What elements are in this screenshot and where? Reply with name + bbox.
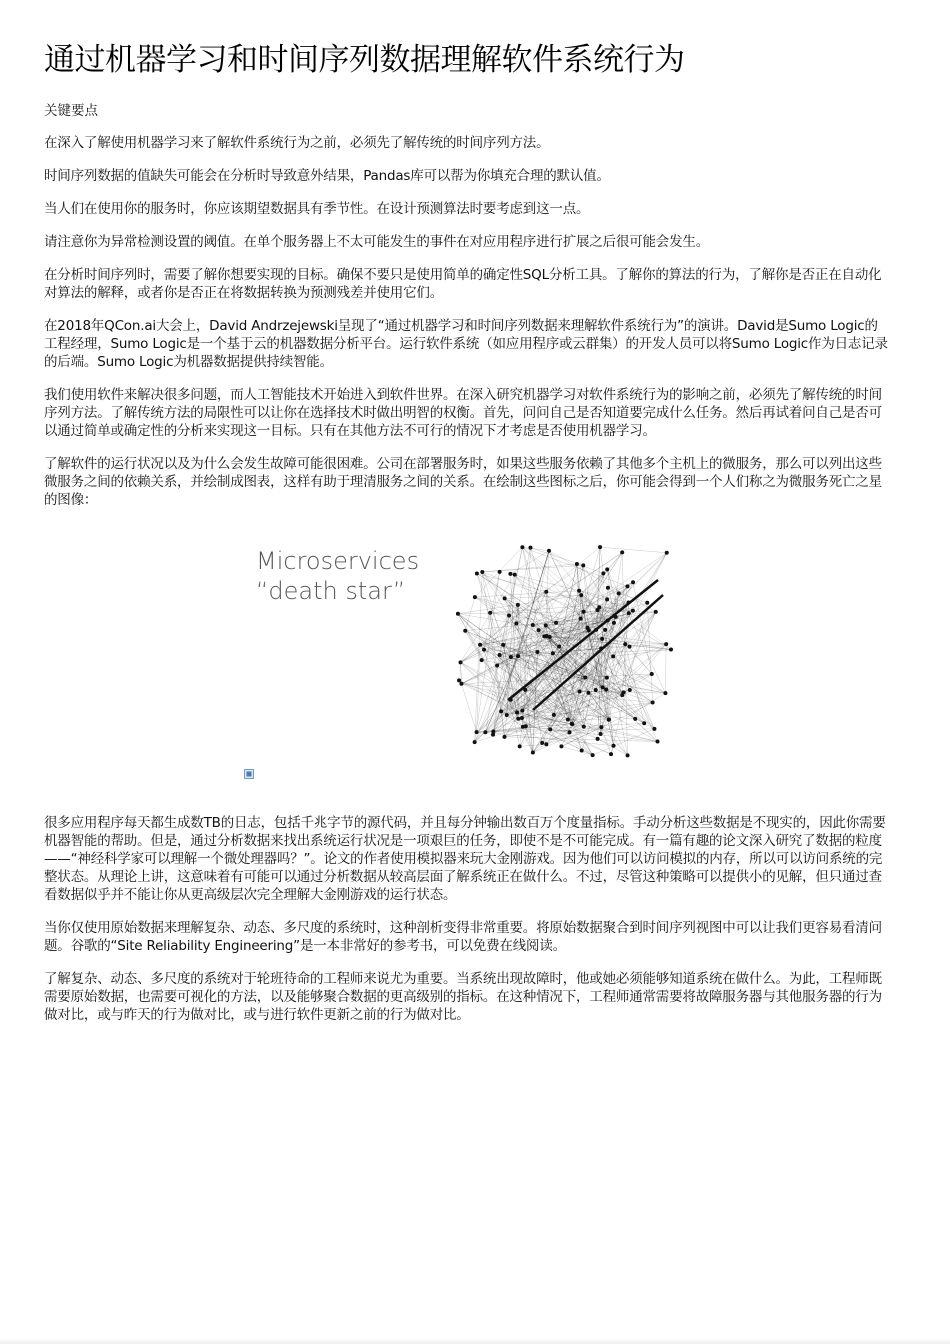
graph-node	[654, 610, 658, 614]
graph-node	[531, 623, 535, 627]
graph-node	[606, 586, 610, 590]
graph-node	[516, 654, 520, 658]
graph-node	[482, 648, 486, 652]
body-paragraph: 了解软件的运行状况以及为什么会发生故障可能很困难。公司在部署服务时，如果这些服务依赖了其他多个主机上的微服务，那么可以列出这些微服务之间的依赖关系，并绘制成图表，这样有助于理清服务之间的关系。在绘制这些图标之后，你可能会得到一个人们称之为微服务死亡之星的图像：	[44, 456, 882, 508]
graph-node	[524, 724, 528, 728]
graph-node	[664, 642, 668, 646]
graph-node	[495, 663, 499, 667]
graph-node	[535, 650, 539, 654]
graph-node	[568, 730, 572, 734]
graph-node	[656, 740, 660, 744]
graph-node	[473, 595, 477, 599]
graph-edges	[458, 547, 671, 755]
graph-node	[597, 605, 601, 609]
graph-node	[669, 647, 673, 651]
body-paragraph: 我们使用软件来解决很多问题，而人工智能技术开始进入到软件世界。在深入研究机器学习对软件系统行为的影响之前，必须先了解传统的时间序列方法。了解传统方法的局限性可以让你在选择技术时做出明智的权衡。首先，问问自己是否知道要完成什么任务。然后再试着问自己是否可以通过简单或确定性的分析来实现这一目标。只有在其他方法不可行的情况下才考虑是否使用机器学习。	[44, 387, 882, 439]
graph-node	[503, 596, 507, 600]
graph-node	[457, 678, 461, 682]
graph-node	[516, 717, 520, 721]
graph-node	[499, 709, 503, 713]
graph-node	[583, 675, 587, 679]
graph-node	[475, 730, 479, 734]
graph-node	[509, 698, 513, 702]
page-bottom-shadow	[0, 1338, 950, 1344]
graph-node	[578, 690, 582, 694]
graph-node	[579, 617, 583, 621]
death-star-figure	[44, 524, 890, 794]
graph-node	[606, 618, 610, 622]
graph-node	[488, 611, 492, 615]
graph-node	[475, 571, 479, 575]
graph-node	[544, 742, 548, 746]
graph-node	[570, 722, 574, 726]
graph-node	[645, 601, 649, 605]
graph-node	[605, 676, 609, 680]
graph-node	[579, 593, 583, 597]
graph-node	[665, 551, 669, 555]
graph-node	[498, 653, 502, 657]
graph-node	[596, 737, 600, 741]
graph-node	[505, 713, 509, 717]
graph-node	[617, 591, 621, 595]
graph-node	[518, 744, 522, 748]
graph-edge	[600, 547, 667, 553]
key-point: 在分析时间序列时，需要了解你想要实现的目标。确保不要只是使用简单的确定性SQL分析工具。了解你的算法的行为，了解你是否正在自动化对算法的解释，或者你是否正在将数据转换为预测残差并使用它们。	[44, 267, 882, 301]
figure-title-line1: Microservices	[256, 547, 420, 575]
graph-node	[642, 721, 646, 725]
graph-node	[520, 716, 524, 720]
graph-node	[599, 647, 603, 651]
microservices-graph	[448, 540, 680, 762]
graph-node	[559, 744, 563, 748]
graph-node	[611, 654, 615, 658]
graph-node	[473, 740, 477, 744]
graph-node	[508, 572, 512, 576]
graph-node	[614, 615, 618, 619]
graph-node	[516, 603, 520, 607]
figure-title-line2: “death star”	[256, 577, 406, 605]
graph-node	[627, 601, 631, 605]
graph-node	[544, 623, 548, 627]
graph-node	[607, 718, 611, 722]
graph-node	[631, 580, 635, 584]
image-placeholder-icon[interactable]	[244, 769, 254, 779]
graph-node	[566, 717, 570, 721]
graph-node	[650, 672, 654, 676]
graph-node	[458, 660, 462, 664]
graph-node	[601, 685, 605, 689]
graph-edge	[484, 572, 500, 650]
graph-node	[652, 727, 656, 731]
graph-node	[463, 629, 467, 633]
graph-node	[478, 643, 482, 647]
graph-node	[598, 545, 602, 549]
graph-node	[594, 628, 598, 632]
graph-node	[540, 741, 544, 745]
graph-node	[626, 753, 630, 757]
graph-node	[582, 610, 586, 614]
graph-node	[498, 570, 502, 574]
graph-node	[651, 700, 655, 704]
graph-node	[625, 584, 629, 588]
graph-node	[456, 612, 460, 616]
graph-node	[628, 688, 632, 692]
body-paragraph: 了解复杂、动态、多尺度的系统对于轮班待命的工程师来说尤为重要。当系统出现故障时，他或她必须能够知道系统在做什么。为此，工程师既需要原始数据，也需要可视化的方法，以及能够聚合数据的更高级别的指标。在这种情况下，工程师通常需要将故障服务器与其他服务器的行为做对比，或与昨天的行为做对比，或与进行软件更新之前的行为做对比。	[44, 971, 882, 1023]
graph-node	[509, 655, 513, 659]
key-point: 当人们在使用你的服务时，你应该期望数据具有季节性。在设计预测算法时要考虑到这一点。	[44, 201, 590, 217]
key-point: 在深入了解使用机器学习来了解软件系统行为之前，必须先了解传统的时间序列方法。	[44, 135, 550, 151]
graph-node	[514, 621, 518, 625]
graph-node	[604, 688, 608, 692]
graph-node	[502, 735, 506, 739]
graph-node	[548, 635, 552, 639]
graph-node	[575, 562, 579, 566]
graph-edge	[461, 684, 476, 732]
graph-node	[501, 643, 505, 647]
graph-node	[537, 628, 541, 632]
body-paragraph: 在2018年QCon.ai大会上，David Andrzejewski呈现了“通过机器学习和时间序列数据来理解软件系统行为”的演讲。David是Sumo Logic的工程经理，Sumo Logic是一个基于云的机器数据分析平台。运行软件系统（如应用程序或云群集）的开发人员可以将Sumo Logic作为日志记录的后端。Sumo Logic为机器数据提供持续智能。	[44, 318, 888, 370]
graph-node	[581, 563, 585, 567]
graph-edge	[633, 582, 652, 674]
graph-node	[622, 690, 626, 694]
graph-node	[491, 733, 495, 737]
graph-node	[612, 621, 616, 625]
graph-node	[631, 609, 635, 613]
body-paragraph: 当你仅使用原始数据来理解复杂、动态、多尺度的系统时，这种剖析变得非常重要。将原始数据聚合到时间序列视图中可以让我们更容易看清问题。谷歌的“Site Reliability Engineering”是一本非常好的参考书，可以免费在线阅读。	[44, 920, 882, 954]
graph-node	[591, 753, 595, 757]
graph-node	[520, 708, 524, 712]
graph-node	[542, 634, 546, 638]
graph-node	[600, 637, 604, 641]
graph-node	[582, 725, 586, 729]
graph-node	[459, 682, 463, 686]
graph-edge	[549, 551, 656, 612]
graph-node	[620, 550, 624, 554]
graph-node	[603, 628, 607, 632]
graph-node	[580, 749, 584, 753]
graph-edge	[600, 547, 603, 573]
graph-node	[483, 730, 487, 734]
graph-node	[628, 645, 632, 649]
graph-edge	[665, 644, 666, 693]
graph-node	[594, 688, 598, 692]
key-point: 时间序列数据的值缺失可能会在分析时导致意外结果，Pandas库可以帮为你填充合理的默认值。	[44, 168, 610, 184]
graph-node	[551, 651, 555, 655]
graph-node	[557, 645, 561, 649]
graph-edge	[482, 565, 583, 572]
graph-node	[547, 549, 551, 553]
graph-node	[523, 688, 527, 692]
graph-node	[587, 628, 591, 632]
key-point: 请注意你为异常检测设置的阈值。在单个服务器上不太可能发生的事件在对应用程序进行扩展之后很可能会发生。	[44, 234, 709, 250]
graph-node	[548, 727, 552, 731]
graph-node	[554, 621, 558, 625]
graph-node	[605, 567, 609, 571]
graph-node	[552, 713, 556, 717]
graph-node	[480, 658, 484, 662]
key-points-label: 关键要点	[44, 103, 98, 119]
graph-node	[605, 597, 609, 601]
graph-node	[480, 570, 484, 574]
graph-node	[601, 571, 605, 575]
figure-title	[256, 546, 419, 606]
graph-node	[663, 691, 667, 695]
graph-node	[586, 691, 590, 695]
graph-node	[513, 573, 517, 577]
graph-node	[544, 590, 548, 594]
graph-node	[599, 725, 603, 729]
graph-node	[599, 732, 603, 736]
graph-node	[577, 589, 581, 593]
graph-node	[528, 546, 532, 550]
graph-node	[531, 751, 535, 755]
graph-node	[612, 744, 616, 748]
graph-node	[520, 545, 524, 549]
graph-node	[507, 614, 511, 618]
graph-node	[623, 642, 627, 646]
graph-node	[609, 752, 613, 756]
body-paragraph: 很多应用程序每天都生成数TB的日志，包括千兆字节的源代码，并且每分钟输出数百万个度量指标。手动分析这些数据是不现实的，因此你需要机器智能的帮助。但是，通过分析数据来找出系统运行状况是一项艰巨的任务，即使不是不可能完成。有一篇有趣的论文深入研究了数据的粒度——“神经科学家可以理解一个微处理器吗？”。论文的作者使用模拟器来玩大金刚游戏。因为他们可以访问模拟的内存，所以可以访问系统的完整状态。从理论上讲，这意味着有可能可以通过分析数据从较高层面了解系统正在做什么。不过，尽管这种策略可以提供小的见解，但只通过查看数据似乎并不能让你从更高级层次完全理解大金刚游戏的运行状态。	[44, 815, 886, 903]
article	[44, 40, 890, 1039]
page-title: 通过机器学习和时间序列数据理解软件系统行为	[44, 42, 685, 78]
graph-node	[627, 611, 631, 615]
graph-node	[515, 710, 519, 714]
graph-node	[633, 717, 637, 721]
